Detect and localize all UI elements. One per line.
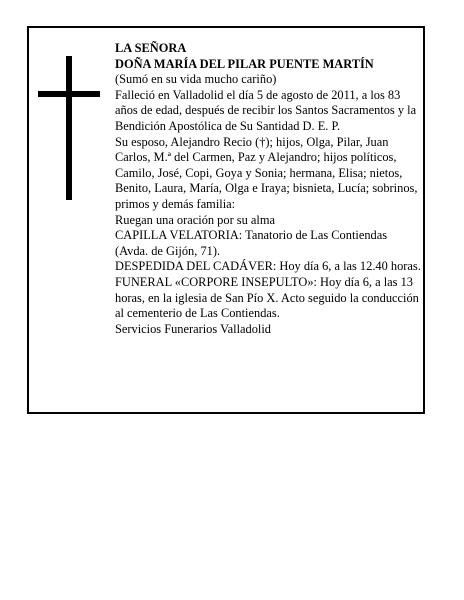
notice-text	[115, 41, 423, 337]
funeral-services: Servicios Funerarios Valladolid	[115, 321, 272, 336]
death-paragraph: Falleció en Valladolid el día 5 de agosto de 2011, a los 83 años de edad, después de recibir los Santos Sacramentos y la Bendición Apostólica de Su Santidad D. E. P.	[115, 87, 417, 133]
farewell-info: DESPEDIDA DEL CADÁVER: Hoy día 6, a las 12.40 horas.	[115, 259, 421, 274]
cross-vertical-bar	[66, 56, 72, 200]
cross-icon	[38, 56, 100, 200]
prayer-request: Ruegan una oración por su alma	[115, 212, 275, 227]
cross-horizontal-bar	[38, 91, 100, 97]
obituary-notice	[27, 26, 425, 414]
chapel-info: CAPILLA VELATORIA: Tanatorio de Las Contiendas (Avda. de Gijón, 71).	[115, 228, 388, 258]
deceased-name: DOÑA MARÍA DEL PILAR PUENTE MARTÍN	[115, 56, 374, 71]
notice-header: LA SEÑORA	[115, 41, 187, 55]
epitaph: (Sumó en su vida mucho cariño)	[115, 72, 277, 87]
funeral-info: FUNERAL «CORPORE INSEPULTO»: Hoy día 6, a las 13 horas, en la iglesia de San Pío X. Acto seguido la conducción al cementerio de Las Contiendas.	[115, 274, 419, 321]
family-paragraph: Su esposo, Alejandro Recio (†); hijos, Olga, Pilar, Juan Carlos, M.ª del Carmen, Paz y Alejandro; hijos políticos, Camilo, José, Copi, Goya y Sonia; hermana, Elisa; nietos, Benito, Laura, María, Olga e Iraya; bisnieta, Lucía; sobrinos, primos y demás familia:	[115, 134, 418, 211]
